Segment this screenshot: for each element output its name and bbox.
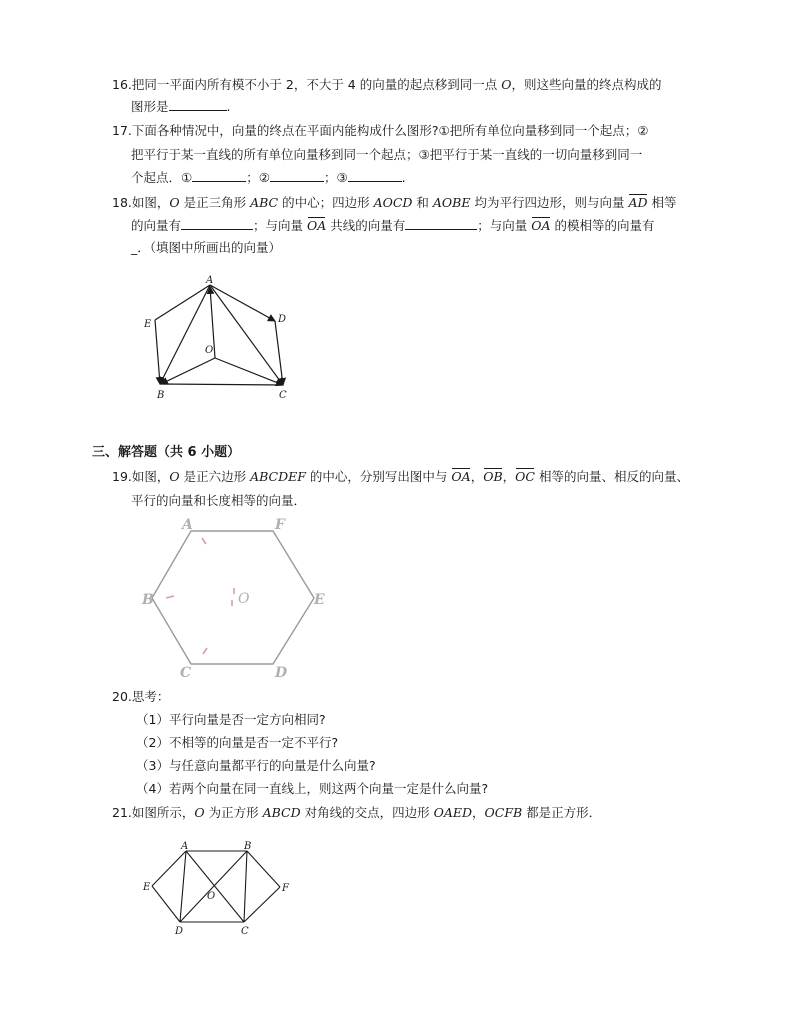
question-18-text: 的模相等的向量有: [550, 218, 655, 233]
figure-18-diagram: [138, 272, 298, 406]
figure-21-diagram: [140, 838, 300, 938]
label-A: A: [181, 841, 189, 852]
segment-BC: [244, 851, 247, 922]
question-17-text: 下面各种情况中，向量的终点在平面内能构成什么图形?①把所有单位向量移到同一个起点；②: [131, 123, 649, 138]
answer-blank[interactable]: [169, 98, 227, 111]
point-label: O: [194, 805, 205, 820]
question-21-text: 对角线的交点，四边形: [300, 805, 434, 820]
label-D: D: [278, 314, 287, 325]
question-20-number: 20.: [112, 689, 132, 704]
question-18-text: 和: [412, 195, 433, 210]
question-16-text: ，则这些向量的终点构成的: [511, 77, 662, 92]
question-16-line-2: [131, 98, 231, 116]
question-17-line-3: [131, 169, 406, 187]
question-19-number: 19.: [112, 469, 132, 484]
question-21-text: 为正方形: [204, 805, 263, 820]
quadrilateral-label: AOBE: [432, 195, 471, 210]
segment-AE: [152, 851, 186, 886]
question-18-text: 是正三角形: [179, 195, 251, 210]
segment-DA: [180, 851, 186, 922]
square-label: OAED: [433, 805, 473, 820]
question-18-text: 如图，: [131, 195, 170, 210]
vector-OA: OA: [451, 469, 471, 484]
hexagon-label: ABCDEF: [250, 469, 306, 484]
hexagon-outline: [152, 531, 314, 664]
question-16-number: 16.: [112, 77, 132, 92]
label-B: B: [142, 592, 154, 608]
question-18-number: 18.: [112, 195, 132, 210]
question-18-line-1: [112, 194, 677, 212]
vector-AD: AD: [628, 195, 648, 210]
label-O: O: [207, 891, 216, 902]
question-18-text: ；与向量: [477, 218, 532, 233]
vector-EB: [155, 320, 160, 384]
triangle-label: ABC: [250, 195, 279, 210]
question-20-item-3: （3）与任意向量都平行的向量是什么向量?: [136, 758, 376, 773]
answer-blank-2[interactable]: [405, 217, 477, 230]
question-20-item-4: （4）若两个向量在同一直线上，则这两个向量一定是什么向量?: [136, 781, 489, 796]
vector-OB: OB: [483, 469, 503, 484]
vector-OC: OC: [515, 469, 535, 484]
segment-BF: [247, 851, 280, 887]
vector-AB: [160, 285, 210, 384]
question-17-text: ；②: [246, 170, 270, 185]
label-C: C: [180, 665, 192, 681]
label-F: F: [282, 883, 289, 894]
vector-AD: [210, 285, 275, 321]
question-19-text: 相等的向量、相反的向量、: [534, 469, 689, 484]
comma: ，: [470, 469, 484, 484]
question-17-text: 个起点．①: [131, 170, 193, 185]
label-B: B: [157, 390, 165, 401]
figure-19-hexagon: [140, 512, 330, 682]
segment-FC: [244, 887, 280, 922]
segment-ED: [152, 886, 180, 922]
point-label: O: [169, 195, 180, 210]
answer-blank-1[interactable]: [192, 169, 246, 182]
question-17-line-2: [131, 146, 642, 164]
question-20-title: 思考：: [131, 689, 170, 704]
question-17-number: 17.: [112, 123, 132, 138]
period: .: [401, 170, 406, 185]
point-label: O: [501, 77, 512, 92]
question-18-line-2: [131, 217, 655, 235]
question-17-text: ；③: [323, 170, 348, 185]
question-21-text: 如图所示，: [131, 805, 195, 820]
label-E: E: [144, 319, 152, 330]
question-17-line-1: [112, 122, 648, 140]
section-heading: 三、解答题（共 6 小题）: [92, 445, 241, 460]
vector-OA: OA: [307, 218, 327, 233]
square-label: ABCD: [262, 805, 301, 820]
question-19-text: 如图，: [131, 469, 170, 484]
quadrilateral-label: AOCD: [373, 195, 413, 210]
label-O: O: [205, 345, 214, 356]
question-20-item-1: （1）平行向量是否一定方向相同?: [136, 712, 326, 727]
question-18-text: 均为平行四边形，则与向量: [470, 195, 629, 210]
comma: ，: [472, 805, 485, 820]
question-18-line-3: [131, 239, 281, 257]
period: .: [226, 99, 231, 114]
question-19-text: 的中心，分别写出图中与: [305, 469, 452, 484]
question-19-text: 是正六边形: [179, 469, 251, 484]
question-18-text: 的向量有: [131, 218, 182, 233]
question-16-text: 图形是: [131, 99, 169, 114]
question-20-line-1: [112, 688, 169, 706]
label-F: F: [275, 517, 285, 533]
question-20-item-2: （2）不相等的向量是否一定不平行?: [136, 735, 339, 750]
question-21-line-1: [112, 804, 601, 822]
vector-OA: OA: [531, 218, 551, 233]
question-21-text: 都是正方形．: [522, 805, 602, 820]
question-19-line-1: [112, 468, 689, 486]
vector-OB: [161, 358, 215, 384]
label-B: B: [244, 841, 252, 852]
label-D: D: [275, 665, 288, 681]
answer-blank-3[interactable]: [348, 169, 402, 182]
question-17-text: 把平行于某一直线的所有单位向量移到同一个起点；③把平行于某一直线的一切向量移到同一: [131, 147, 643, 162]
question-16-line-1: [112, 76, 661, 94]
label-C: C: [241, 926, 249, 937]
answer-blank-1[interactable]: [181, 217, 253, 230]
label-A: A: [182, 517, 193, 533]
comma: ，: [502, 469, 516, 484]
label-E: E: [143, 882, 151, 893]
question-18-text: ；与向量: [253, 218, 307, 233]
question-18-text: 共线的向量有: [326, 218, 406, 233]
point-label: O: [169, 469, 180, 484]
question-21-number: 21.: [112, 805, 132, 820]
label-O: O: [238, 591, 250, 607]
label-D: D: [175, 926, 184, 937]
label-C: C: [279, 390, 287, 401]
question-16-text: 把同一平面内所有模不小于 2，不大于 4 的向量的起点移到同一点: [131, 77, 502, 92]
question-18-text: 的中心；四边形: [278, 195, 374, 210]
diagonal-AC: [186, 851, 244, 922]
question-19-line-2: [131, 492, 306, 510]
label-E: E: [314, 592, 325, 608]
segment-BC: [160, 384, 283, 385]
answer-blank-2[interactable]: [270, 169, 324, 182]
label-A: A: [206, 275, 214, 286]
question-19-text: 平行的向量和长度相等的向量．: [131, 493, 307, 508]
diagonal-BD: [180, 851, 247, 922]
question-18-text: 相等: [647, 195, 677, 210]
square-label: OCFB: [484, 805, 523, 820]
question-18-text: _．（填图中所画出的向量）: [131, 240, 282, 255]
